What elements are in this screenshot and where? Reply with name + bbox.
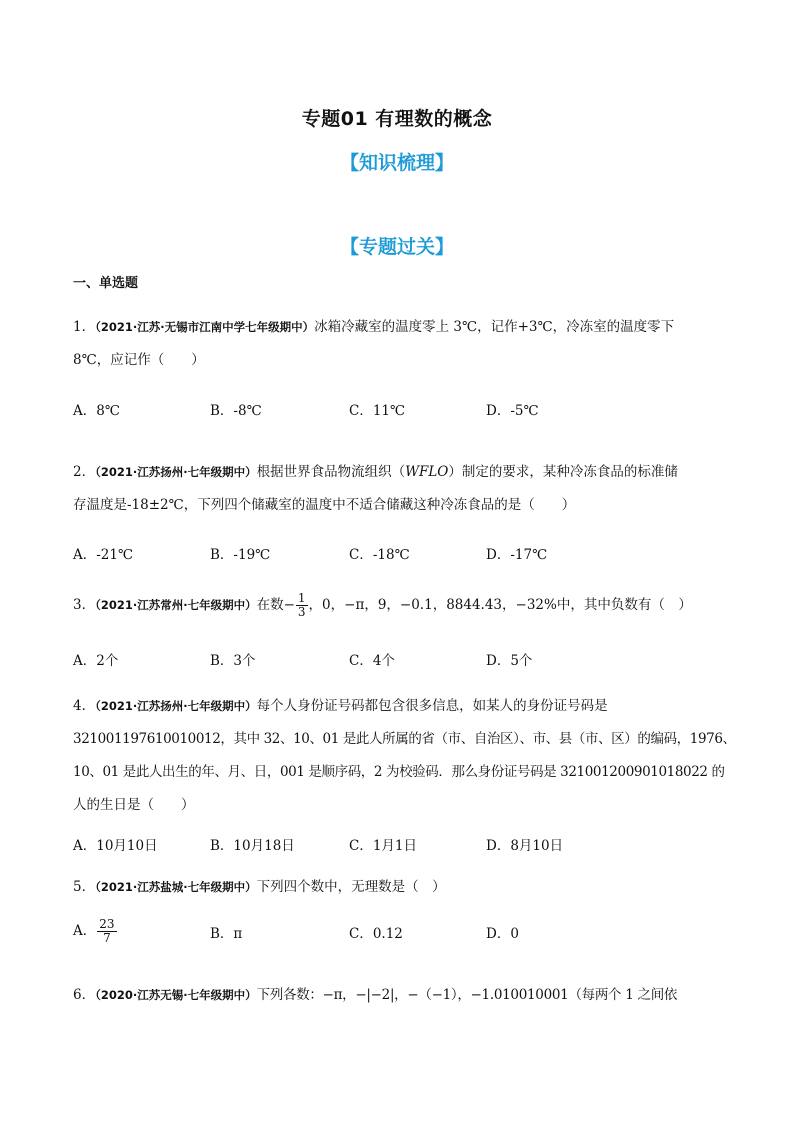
option-c[interactable]: C．-18℃	[349, 547, 410, 563]
option-a[interactable]: A．-21℃	[73, 547, 134, 563]
question-number: 5．	[73, 879, 96, 895]
option-c[interactable]: C．11℃	[349, 403, 406, 419]
option-d[interactable]: D．0	[486, 926, 519, 942]
option-c[interactable]: C．4个	[349, 653, 395, 669]
option-b[interactable]: B．π	[210, 926, 243, 942]
option-label: A．	[73, 923, 97, 940]
question-text: 321001197610010012，其中 32、10、01 是此人所属的省（市、自治区）、市、县（市、区）的编码，1976、	[73, 731, 736, 747]
question-2	[73, 456, 733, 522]
question-text: 冰箱冷藏室的温度零上 3℃，记作+3℃，冷冻室的温度零下	[314, 319, 675, 335]
option-d[interactable]: D．8月10日	[486, 838, 564, 854]
question-number: 3．	[73, 597, 96, 613]
question-text: 根据世界食品物流组织（	[256, 464, 406, 480]
question-text: ）制定的要求，某种冷冻食品的标准储	[448, 464, 678, 480]
option-a[interactable]: A．2个	[73, 653, 119, 669]
option-a[interactable]: A．8℃	[73, 403, 120, 419]
question-text: 每个人身份证号码都包含很多信息，如某人的身份证号码是	[256, 698, 608, 714]
question-source: （2021·江苏常州·七年级期中）	[95, 598, 257, 612]
question-1	[73, 311, 733, 377]
question-6	[73, 979, 733, 1012]
fraction-denominator: 7	[103, 931, 111, 946]
option-b[interactable]: B．10月18日	[210, 838, 295, 854]
question-text: 存温度是-18±2℃，下列四个储藏室的温度中不适合储藏这种冷冻食品的是（ ）	[73, 497, 576, 513]
option-b[interactable]: B．-8℃	[210, 403, 262, 419]
fraction-denominator: 3	[297, 605, 306, 619]
fraction-numerator: 1	[297, 590, 306, 605]
question-text: 下列四个数中，无理数是（ ）	[256, 879, 446, 895]
question-source: （2021·江苏·无锡市江南中学七年级期中）	[95, 320, 315, 334]
question-source: （2021·江苏扬州·七年级期中）	[95, 465, 257, 479]
section-knowledge: 【知识梳理】	[339, 152, 454, 174]
fraction	[97, 918, 116, 945]
question-5-options	[73, 917, 733, 956]
question-number: 1．	[73, 319, 96, 335]
question-1-options	[73, 399, 733, 423]
fraction	[296, 592, 308, 619]
question-2-options	[73, 543, 733, 567]
question-text: 人的生日是（ ）	[73, 797, 195, 813]
question-4	[73, 690, 736, 822]
option-b[interactable]: B．3个	[210, 653, 256, 669]
question-text: ，0，−π，9，−0.1，8844.43，−32%中，其中负数有（ ）	[308, 597, 692, 613]
question-number: 6．	[73, 987, 96, 1003]
option-b[interactable]: B．-19℃	[210, 547, 271, 563]
fraction-numerator: 23	[99, 917, 115, 931]
option-a[interactable]	[73, 918, 118, 945]
question-text: 8℃，应记作（ ）	[73, 352, 205, 368]
option-d[interactable]: D．-5℃	[486, 403, 539, 419]
question-source: （2020·江苏无锡·七年级期中）	[95, 988, 257, 1002]
question-3	[73, 590, 733, 620]
question-source: （2021·江苏盐城·七年级期中）	[95, 880, 257, 894]
question-text: 下列各数：−π，−|−2|，−（−1），−1.010010001（每两个 1 之间依	[256, 987, 678, 1003]
question-text: 在数−	[256, 597, 295, 613]
question-text-italic: WFLO	[405, 464, 449, 480]
option-d[interactable]: D．-17℃	[486, 547, 548, 563]
option-c[interactable]: C．1月1日	[349, 838, 418, 854]
page-title: 专题01 有理数的概念	[301, 108, 493, 130]
question-3-options	[73, 649, 733, 673]
question-5	[73, 871, 733, 904]
option-a[interactable]: A．10月10日	[73, 838, 158, 854]
option-d[interactable]: D．5个	[486, 653, 533, 669]
option-c[interactable]: C．0.12	[349, 926, 403, 942]
section-heading: 一、单选题	[73, 276, 139, 291]
section-practice: 【专题过关】	[339, 236, 454, 258]
question-number: 4．	[73, 698, 96, 714]
question-text: 10、01 是此人出生的年、月、日，001 是顺序码，2 为校验码．那么身份证号码是 321001200901018022 的	[73, 764, 725, 780]
question-number: 2．	[73, 464, 96, 480]
question-source: （2021·江苏扬州·七年级期中）	[95, 699, 257, 713]
question-4-options	[73, 834, 733, 858]
